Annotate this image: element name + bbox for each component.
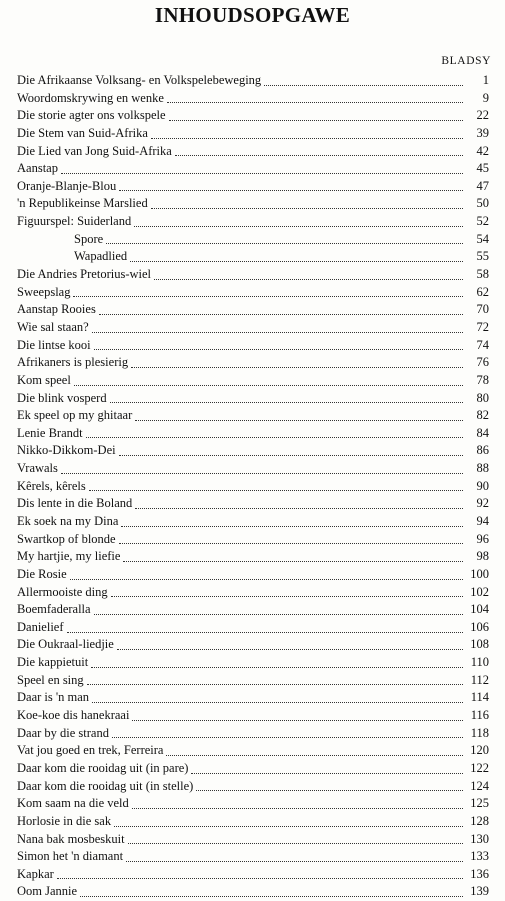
toc-entry	[17, 813, 489, 831]
dot-leader	[196, 789, 463, 791]
dot-leader	[110, 401, 463, 403]
toc-entry	[17, 425, 489, 443]
dot-leader	[119, 542, 463, 544]
toc-entry-title: Die Oukraal-liedjie	[17, 637, 114, 652]
toc-entry	[17, 284, 489, 302]
toc-entry-title: Kom saam na die veld	[17, 796, 129, 811]
toc-entry-title: Nana bak mosbeskuit	[17, 831, 125, 846]
toc-entry-page-number: 39	[476, 125, 489, 140]
dot-leader	[61, 172, 463, 174]
toc-entry-page-number: 74	[476, 337, 489, 352]
toc-entry-page-number: 98	[476, 549, 489, 564]
toc-entry-title: Koe-koe dis hanekraai	[17, 708, 130, 723]
toc-entry-page-number: 62	[476, 284, 489, 299]
page-column-header: BLADSY	[441, 55, 491, 67]
toc-entry	[17, 795, 489, 813]
toc-entry-title: Swartkop of blonde	[17, 531, 116, 546]
dot-leader	[135, 419, 463, 421]
toc-entry-page-number: 94	[476, 514, 489, 528]
dot-leader	[264, 84, 463, 86]
toc-entry-page-number: 124	[470, 778, 489, 793]
toc-entry-page-number: 106	[470, 619, 489, 634]
toc-entry-title: Horlosie in die sak	[17, 813, 112, 828]
toc-entry-page-number: 139	[470, 884, 489, 899]
toc-entry-title: Lenie Brandt	[17, 425, 83, 440]
dot-leader	[167, 101, 463, 103]
toc-entry-title: Spore	[74, 231, 104, 246]
toc-entry-page-number: 76	[476, 355, 489, 370]
toc-entry	[17, 619, 489, 637]
toc-entry-title: 'n Republikeinse Marslied	[17, 196, 148, 211]
dot-leader	[119, 189, 463, 191]
dot-leader	[132, 719, 463, 721]
toc-entry-page-number: 92	[476, 496, 489, 511]
toc-entry	[17, 866, 489, 884]
toc-entry-page-number: 1	[482, 72, 489, 87]
toc-entry-page-number: 80	[476, 390, 489, 405]
toc-entry-title: Die Andries Pretorius-wiel	[17, 267, 152, 282]
toc-entry	[17, 707, 489, 725]
dot-leader	[111, 595, 463, 597]
toc-entry	[17, 72, 489, 90]
toc-entry-title: Wapadlied	[74, 249, 128, 264]
dot-leader	[94, 348, 463, 350]
toc-entry-page-number: 90	[476, 478, 489, 493]
toc-entry-page-number: 133	[470, 849, 489, 864]
toc-entry-page-number: 54	[476, 231, 489, 246]
toc-entry-title: Die storie agter ons volkspele	[17, 108, 166, 123]
toc-entry-title: Woordomskrywing en wenke	[17, 90, 164, 105]
toc-entry-title: Nikko-Dikkom-Dei	[17, 443, 116, 458]
dot-leader	[106, 242, 463, 244]
dot-leader	[74, 384, 463, 386]
toc-entry-page-number: 122	[470, 760, 489, 775]
toc-entry	[17, 213, 489, 231]
dot-leader	[154, 278, 463, 280]
toc-entry-title: My hartjie, my liefie	[17, 549, 121, 564]
toc-entry	[17, 495, 489, 513]
toc-entry-title: Daar kom die rooidag uit (in stelle)	[17, 778, 194, 793]
toc-entry-page-number: 22	[476, 108, 489, 123]
toc-entry	[17, 831, 489, 849]
toc-entry-page-number: 52	[476, 214, 489, 229]
toc-entry-page-number: 84	[476, 425, 489, 440]
dot-leader	[119, 454, 463, 456]
dot-leader	[166, 754, 463, 756]
toc-entry-title: Die Stem van Suid-Afrika	[17, 125, 148, 140]
toc-entry	[17, 584, 489, 602]
toc-entry-page-number: 50	[476, 196, 489, 211]
dot-leader	[94, 613, 463, 615]
toc-entry-page-number: 58	[476, 267, 489, 282]
toc-entry-title: Kêrels, kêrels	[17, 478, 86, 493]
toc-entry	[17, 848, 489, 866]
toc-entry-page-number: 114	[470, 690, 489, 705]
toc-entry	[17, 195, 489, 213]
toc-entry-title: Oranje-Blanje-Blou	[17, 178, 117, 193]
dot-leader	[92, 331, 463, 333]
dot-leader	[151, 207, 463, 209]
toc-entry-page-number: 104	[470, 602, 489, 617]
toc-entry-title: Vat jou goed en trek, Ferreira	[17, 743, 164, 758]
dot-leader	[128, 842, 463, 844]
toc-entry	[17, 319, 489, 337]
toc-entry-page-number: 136	[470, 866, 489, 881]
dot-leader	[99, 313, 463, 315]
toc-entry	[17, 742, 489, 760]
dot-leader	[130, 260, 463, 262]
dot-leader	[151, 137, 463, 139]
toc-entry	[17, 178, 489, 196]
toc-entry	[17, 372, 489, 390]
toc-entry-page-number: 120	[470, 743, 489, 758]
dot-leader	[135, 507, 463, 509]
toc-entry-page-number: 55	[476, 249, 489, 264]
toc-entry-page-number: 130	[470, 831, 489, 846]
dot-leader	[175, 154, 463, 156]
toc-entry-title: Daar kom die rooidag uit (in pare)	[17, 760, 189, 775]
toc-entry	[17, 601, 489, 619]
dot-leader	[67, 631, 463, 633]
toc-entry-page-number: 116	[470, 708, 489, 723]
dot-leader	[126, 860, 463, 862]
table-of-contents	[17, 72, 489, 901]
toc-entry	[17, 143, 489, 161]
toc-entry	[17, 760, 489, 778]
dot-leader	[169, 119, 463, 121]
toc-entry	[17, 637, 489, 655]
dot-leader	[70, 578, 463, 580]
toc-entry	[17, 566, 489, 584]
toc-entry	[17, 672, 489, 690]
toc-entry	[17, 478, 489, 496]
toc-entry-title: Oom Jannie	[17, 884, 78, 899]
toc-entry-title: Die kappietuit	[17, 655, 89, 670]
toc-entry-page-number: 45	[476, 161, 489, 176]
toc-entry	[17, 460, 489, 478]
toc-entry-title: Daar is 'n man	[17, 690, 90, 705]
toc-entry	[17, 160, 489, 178]
toc-entry-page-number: 47	[476, 178, 489, 193]
toc-entry-page-number: 110	[470, 655, 489, 670]
toc-entry	[17, 407, 489, 425]
toc-entry-title: Kapkar	[17, 866, 54, 881]
dot-leader	[114, 825, 463, 827]
toc-entry	[17, 778, 489, 796]
toc-entry-page-number: 70	[476, 302, 489, 317]
toc-entry-page-number: 72	[476, 319, 489, 334]
toc-entry-title: Danielief	[17, 619, 64, 634]
toc-entry	[17, 689, 489, 707]
toc-entry-title: Afrikaners is plesierig	[17, 355, 129, 370]
dot-leader	[134, 225, 463, 227]
toc-entry-title: Die blink vosperd	[17, 390, 107, 405]
toc-entry	[17, 883, 489, 901]
dot-leader	[131, 366, 463, 368]
toc-entry-page-number: 128	[470, 813, 489, 828]
toc-entry-page-number: 9	[482, 90, 489, 105]
toc-entry-title: Vrawals	[17, 461, 58, 476]
dot-leader	[87, 683, 463, 685]
toc-entry-title: Boemfaderalla	[17, 602, 91, 617]
toc-entry	[17, 531, 489, 549]
toc-entry	[17, 442, 489, 460]
toc-entry-title: Allermooiste ding	[17, 584, 108, 599]
toc-entry-title: Speel en sing	[17, 672, 84, 687]
toc-entry-title: Wie sal staan?	[17, 319, 89, 334]
toc-entry-page-number: 42	[476, 143, 489, 158]
toc-entry-title: Ek speel op my ghitaar	[17, 408, 133, 423]
toc-entry-page-number: 118	[470, 725, 489, 740]
dot-leader	[121, 525, 463, 527]
toc-entry	[17, 337, 489, 355]
toc-entry-page-number: 82	[476, 408, 489, 423]
dot-leader	[132, 807, 463, 809]
dot-leader	[80, 895, 463, 897]
dot-leader	[89, 489, 463, 491]
toc-entry-title: Daar by die strand	[17, 725, 109, 740]
toc-entry-title: Dis lente in die Boland	[17, 496, 133, 511]
toc-entry-title: Sweepslag	[17, 284, 71, 299]
toc-entry	[17, 266, 489, 284]
toc-entry	[17, 90, 489, 108]
toc-entry-title: Aanstap Rooies	[17, 302, 96, 317]
dot-leader	[112, 736, 463, 738]
dot-leader	[86, 436, 463, 438]
toc-entry-page-number: 100	[470, 566, 489, 581]
toc-entry-page-number: 96	[476, 531, 489, 546]
toc-entry	[17, 513, 489, 531]
toc-entry	[17, 107, 489, 125]
dot-leader	[117, 648, 463, 650]
toc-entry-page-number: 102	[470, 584, 489, 599]
toc-entry-page-number: 112	[470, 672, 489, 687]
dot-leader	[61, 472, 463, 474]
toc-entry-page-number: 125	[470, 796, 489, 811]
toc-entry-page-number: 108	[470, 637, 489, 652]
toc-entry	[17, 248, 489, 266]
page-title: INHOUDSOPGAWE	[154, 3, 351, 27]
dot-leader	[123, 560, 463, 562]
toc-entry	[17, 231, 489, 249]
toc-entry-page-number: 88	[476, 461, 489, 476]
toc-entry-title: Die Lied van Jong Suid-Afrika	[17, 143, 172, 158]
toc-entry-page-number: 78	[476, 372, 489, 387]
dot-leader	[191, 772, 463, 774]
toc-entry-title: Simon het 'n diamant	[17, 849, 124, 864]
toc-entry	[17, 725, 489, 743]
toc-entry-title: Die Afrikaanse Volksang- en Volkspelebeweging	[17, 72, 262, 87]
toc-entry	[17, 301, 489, 319]
toc-entry-page-number: 86	[476, 443, 489, 458]
toc-entry-title: Kom speel	[17, 372, 71, 387]
toc-entry-title: Ek soek na my Dina	[17, 514, 119, 528]
toc-entry-title: Figuurspel: Suiderland	[17, 214, 132, 229]
toc-entry	[17, 654, 489, 672]
toc-entry	[17, 548, 489, 566]
dot-leader	[73, 295, 463, 297]
toc-entry-title: Die lintse kooi	[17, 337, 91, 352]
dot-leader	[57, 877, 463, 879]
toc-entry-title: Die Rosie	[17, 566, 67, 581]
dot-leader	[91, 666, 463, 668]
dot-leader	[92, 701, 463, 703]
toc-entry-title: Aanstap	[17, 161, 58, 176]
toc-entry	[17, 354, 489, 372]
toc-entry	[17, 125, 489, 143]
toc-entry	[17, 390, 489, 408]
